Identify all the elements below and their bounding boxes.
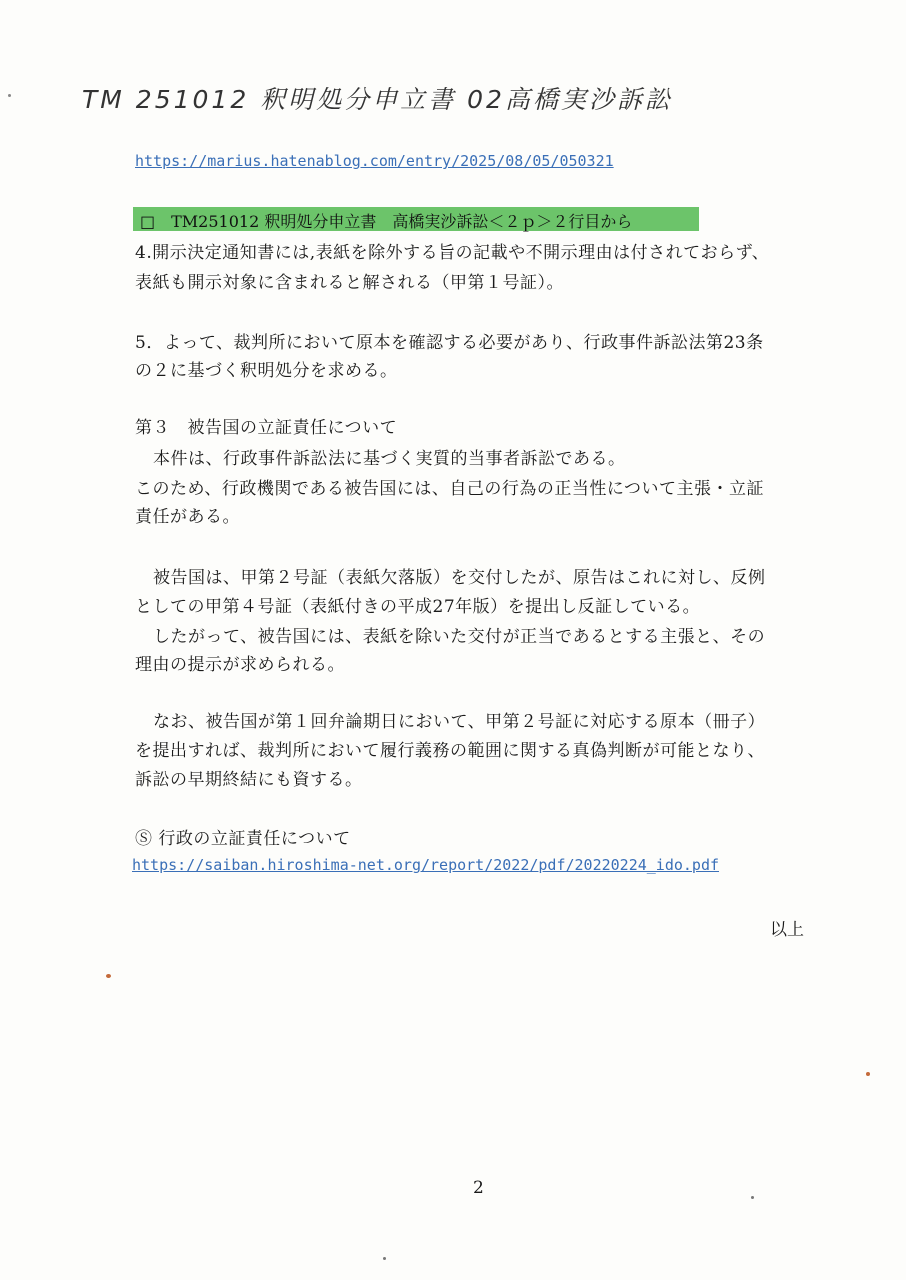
body-line: 4.開示決定通知書には,表紙を除外する旨の記載や不開示理由は付されておらず、 <box>135 243 770 263</box>
blog-entry-link[interactable]: https://marius.hatenablog.com/entry/2025/08/05/050321 <box>135 152 614 170</box>
highlighted-heading: □ TM251012 釈明処分申立書 高橋実沙訴訟＜２ｐ＞２行目から <box>140 212 633 231</box>
closing-mark: 以上 <box>770 920 804 940</box>
body-line: 本件は、行政事件訴訟法に基づく実質的当事者訴訟である。 <box>153 449 626 469</box>
section-heading: 第３ 被告国の立証責任について <box>135 418 398 438</box>
scan-speck <box>383 1257 386 1260</box>
reference-heading: Ⓢ 行政の立証責任について <box>135 829 351 849</box>
body-line: を提出すれば、裁判所において履行義務の範囲に関する真偽判断が可能となり、 <box>135 741 765 761</box>
body-line: の２に基づく釈明処分を求める。 <box>135 361 398 381</box>
handwritten-note: TM 251012 釈明処分申立書 02高橋実沙訴訟 <box>82 85 673 114</box>
scan-speck <box>8 94 11 97</box>
scan-speck <box>106 974 111 978</box>
body-line: 5．よって、裁判所において原本を確認する必要があり、行政事件訴訟法第23条 <box>135 333 764 353</box>
body-line: としての甲第４号証（表紙付きの平成27年版）を提出し反証している。 <box>135 597 701 617</box>
report-pdf-link[interactable]: https://saiban.hiroshima-net.org/report/2022/pdf/20220224_ido.pdf <box>132 856 719 874</box>
body-line: 表紙も開示対象に含まれると解される（甲第１号証）。 <box>135 273 564 293</box>
scan-speck <box>866 1072 870 1076</box>
body-line: 責任がある。 <box>135 507 240 527</box>
scan-speck <box>751 1196 754 1199</box>
body-line: 訴訟の早期終結にも資する。 <box>135 770 363 790</box>
body-line: なお、被告国が第１回弁論期日において、甲第２号証に対応する原本（冊子） <box>153 712 766 732</box>
body-line: 理由の提示が求められる。 <box>135 655 345 675</box>
body-line: 被告国は、甲第２号証（表紙欠落版）を交付したが、原告はこれに対し、反例 <box>153 568 766 588</box>
body-line: このため、行政機関である被告国には、自己の行為の正当性について主張・立証 <box>135 479 764 499</box>
page-number: 2 <box>473 1178 484 1198</box>
body-line: したがって、被告国には、表紙を除いた交付が正当であるとする主張と、その <box>153 627 766 647</box>
